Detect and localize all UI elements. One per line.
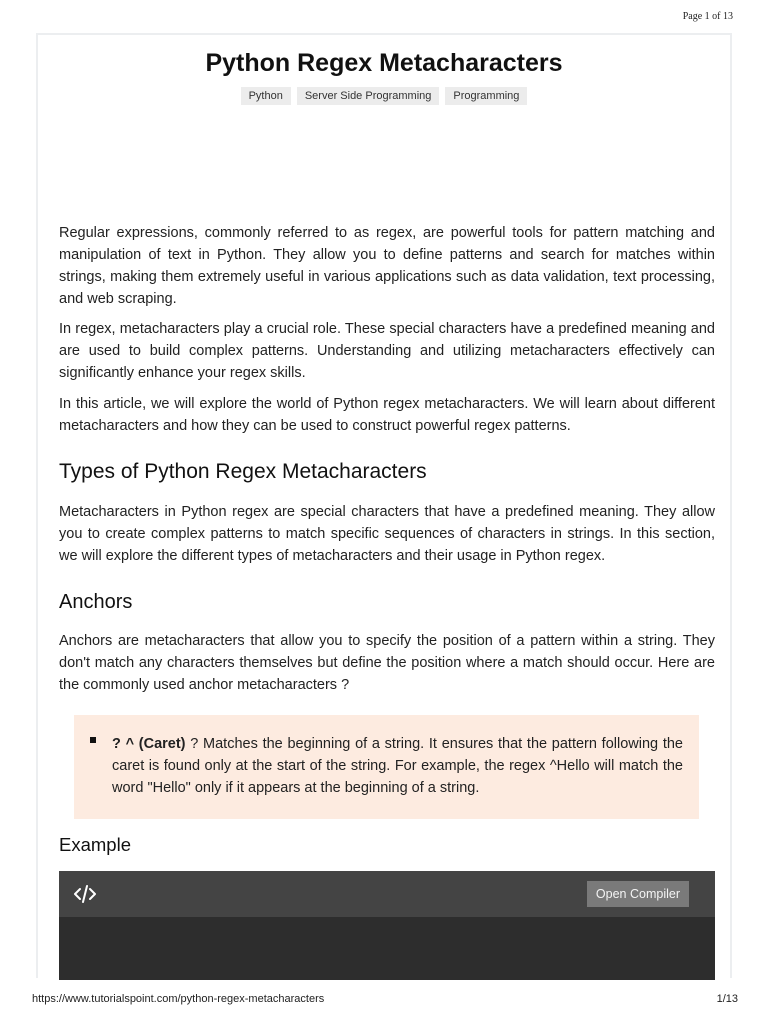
- anchors-paragraph: Anchors are metacharacters that allow you to specify the position of a pattern within a string. They don't match any characters themselves but define the position where a match should occur. Here are the commonly used anchor metacharacters ?: [59, 633, 715, 693]
- code-block-body: [59, 917, 715, 980]
- tag-python[interactable]: Python: [241, 87, 291, 105]
- caret-description: ? Matches the beginning of a string. It ensures that the pattern following the caret is found only at the start of the string. For example, the regex ^Hello will match the word "Hello" only if it appears at the beginning of a string.: [112, 736, 683, 796]
- intro-paragraph-3: In this article, we will explore the world of Python regex metacharacters. We will learn about different metacharacters and how they can be used to construct powerful regex patterns.: [59, 396, 715, 434]
- intro-paragraph-1: Regular expressions, commonly referred to as regex, are powerful tools for pattern matching and manipulation of text in Python. They allow you to define patterns and search for matches within strings, making them extremely useful in various applications such as data validation, text processing, and web scraping.: [59, 225, 715, 307]
- types-paragraph: Metacharacters in Python regex are special characters that have a predefined meaning. They allow you to create complex patterns to match specific sequences of characters in strings. In this section, we will explore the different types of metacharacters and their usage in Python regex.: [59, 504, 715, 564]
- intro-paragraph-2: In regex, metacharacters play a crucial role. These special characters have a predefined meaning and are used to build complex patterns. Understanding and utilizing metacharacters effectively can significantly enhance your regex skills.: [59, 321, 715, 381]
- caret-note-box: [74, 715, 699, 819]
- caret-term: ? ^ (Caret): [112, 736, 186, 752]
- code-icon: [73, 883, 97, 905]
- footer-page-number: 1/13: [716, 993, 738, 1005]
- footer-url[interactable]: https://www.tutorialspoint.com/python-regex-metacharacters: [32, 993, 325, 1005]
- tag-list: [38, 87, 730, 105]
- open-compiler-button[interactable]: Open Compiler: [587, 881, 689, 907]
- caret-note-text: [112, 733, 683, 799]
- tag-programming[interactable]: Programming: [445, 87, 527, 105]
- intro-section: [59, 222, 715, 437]
- article-frame: [36, 33, 732, 978]
- page-indicator: Page 1 of 13: [682, 11, 733, 22]
- section-heading-types: Types of Python Regex Metacharacters: [59, 460, 427, 483]
- tag-server-side-programming[interactable]: Server Side Programming: [297, 87, 440, 105]
- code-block-header: [59, 871, 715, 917]
- bullet-icon: [90, 737, 96, 743]
- section-heading-anchors: Anchors: [59, 591, 133, 613]
- article-title: Python Regex Metacharacters: [205, 49, 563, 77]
- example-heading: Example: [59, 834, 131, 855]
